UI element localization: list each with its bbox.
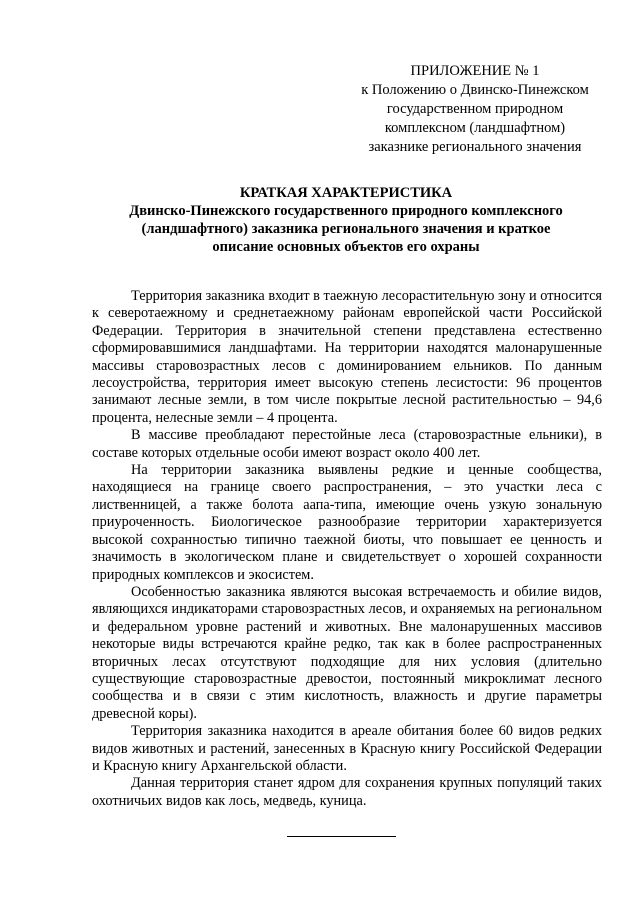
appendix-reference-line: заказнике регионального значения: [368, 139, 582, 155]
closing-divider-line: [287, 836, 396, 837]
appendix-number: ПРИЛОЖЕНИЕ № 1: [410, 63, 540, 79]
document-title: [96, 184, 596, 256]
body-paragraph: В массиве преобладают перестойные леса (старовозрастные ельники), в составе которых отдельные особи имеют возраст около 400 лет.: [92, 427, 602, 461]
title-heading: КРАТКАЯ ХАРАКТЕРИСТИКА: [239, 185, 453, 201]
title-subline: Двинско-Пинежского государственного природного комплексного: [129, 203, 563, 219]
appendix-reference-line: государственном природном: [386, 101, 564, 117]
title-subline: (ландшафтного) заказника регионального значения и краткое: [141, 221, 551, 237]
appendix-header: [330, 62, 620, 157]
body-paragraph: Данная территория станет ядром для сохранения крупных популяций таких охотничьих видов как лось, медведь, куница.: [92, 775, 602, 809]
body-paragraph: На территории заказника выявлены редкие и ценные сообщества, находящиеся на границе своего распространения, – это участки леса с лиственницей, а также болота аапа-типа, имеющие очень узкую зональную приуроченность. Биологическое разнообразие территории характеризуется высокой сохранностью типично таежной биоты, что повышает ее ценность и значимость в экологическом плане и свидетельствует о хорошей сохранности природных комплексов и экосистем.: [92, 462, 602, 583]
appendix-reference-line: комплексном (ландшафтном): [384, 120, 566, 136]
body-paragraph: Территория заказника входит в таежную лесорастительную зону и относится к северотаежному и среднетаежному районам европейской части Российской Федерации. Территория в значительной степени представлена естественно сформировавшимися ландшафтами. На территории находятся малонарушенные массивы старовозрастных лесов с доминированием ельников. По данным лесоустройства, территория имеет высокую степень лесистости: 96 процентов занимают лесные земли, в том числе покрытые лесной растительностью – 94,6 процента, нелесные земли – 4 процента.: [92, 288, 602, 426]
title-subline: описание основных объектов его охраны: [212, 239, 480, 255]
document-body: [92, 288, 602, 810]
body-paragraph: Территория заказника находится в ареале обитания более 60 видов редких видов животных и растений, занесенных в Красную книгу Российской Федерации и Красную книгу Архангельской области.: [92, 723, 602, 774]
body-paragraph: Особенностью заказника являются высокая встречаемость и обилие видов, являющихся индикаторами старовозрастных лесов, и охраняемых на региональном и федеральном уровне растений и животных. Вне малонарушенных массивов некоторые виды встречаются крайне редко, так как в более распространенных вторичных лесах отсутствуют подходящие для них условия (длительно существующие старовозрастные древостои, постоянный микроклимат лесного сообщества и в связи с этим кислотность, влажность и другие параметры древесной коры).: [92, 583, 602, 722]
appendix-reference-line: к Положению о Двинско-Пинежском: [361, 82, 589, 98]
